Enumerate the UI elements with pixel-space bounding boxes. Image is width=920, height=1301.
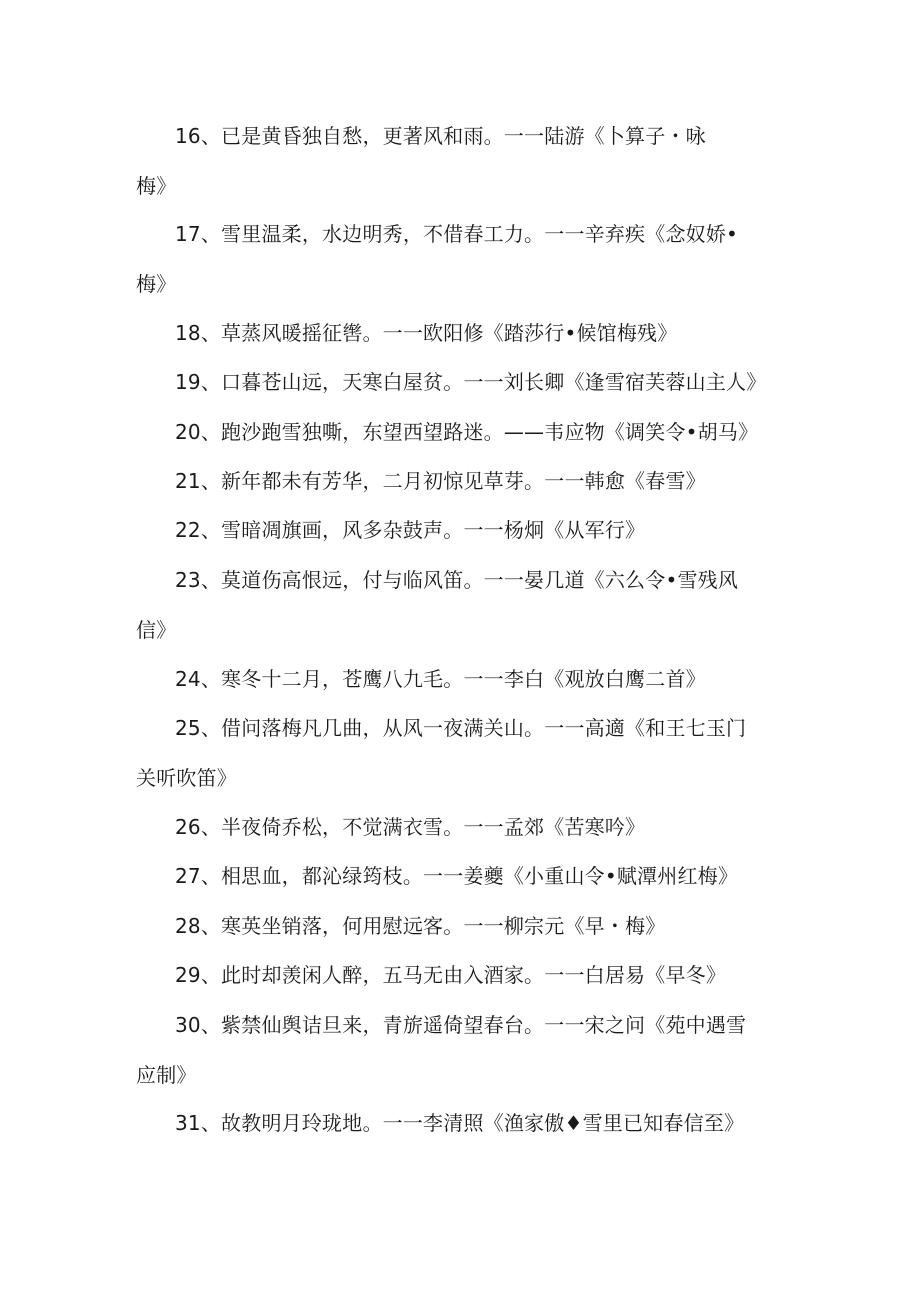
text-line: 梅》 <box>136 272 177 296</box>
text-line: 22、雪暗凋旗画，风多杂鼓声。一一杨炯《从军行》 <box>175 518 646 542</box>
text-line: 29、此时却羡闲人醉，五马无由入酒家。一一白居易《早冬》 <box>175 963 727 987</box>
text-line: 21、新年都未有芳华，二月初惊见草芽。一一韩愈《春雪》 <box>175 469 706 493</box>
text-line: 关听吹笛》 <box>136 766 237 790</box>
text-line: 31、故教明月玲珑地。一一李清照《渔家傲♦雪里已知春信至》 <box>175 1111 745 1135</box>
text-line: 梅》 <box>136 174 177 198</box>
text-line: 24、寒冬十二月，苍鹰八九毛。一一李白《观放白鹰二首》 <box>175 667 706 691</box>
text-line: 30、紫禁仙舆诘旦来，青旂遥倚望春台。一一宋之问《苑中遇雪 <box>175 1013 747 1037</box>
text-line: 27、相思血，都沁绿筠枝。一一姜夔《小重山令•赋潭州红梅》 <box>175 864 739 888</box>
text-line: 16、已是黄昏独自愁，更著风和雨。一一陆游《卜算子・咏 <box>175 124 706 148</box>
text-line: 26、半夜倚乔松，不觉满衣雪。一一孟郊《苦寒吟》 <box>175 815 646 839</box>
text-line: 应制》 <box>136 1063 197 1087</box>
text-line: 信》 <box>136 618 177 642</box>
text-line: 19、口暮苍山远，天寒白屋贫。一一刘长卿《逢雪宿芙蓉山主人》 <box>175 370 767 394</box>
text-line: 25、借问落梅凡几曲，从风一夜满关山。一一高適《和王七玉门 <box>175 716 747 740</box>
text-line: 17、雪里温柔，水边明秀，不借春工力。一一辛弃疾《念奴娇• <box>175 222 739 246</box>
text-line: 28、寒英坐销落，何用慰远客。一一柳宗元《早・梅》 <box>175 914 666 938</box>
text-line: 23、莫道伤高恨远，付与临风笛。一一晏几道《六么令•雪残风 <box>175 568 739 592</box>
text-line: 20、跑沙跑雪独嘶，东望西望路迷。——韦应物《调笑令•胡马》 <box>175 420 759 444</box>
text-line: 18、草蒸风暖摇征辔。一一欧阳修《踏莎行•候馆梅残》 <box>175 321 678 345</box>
